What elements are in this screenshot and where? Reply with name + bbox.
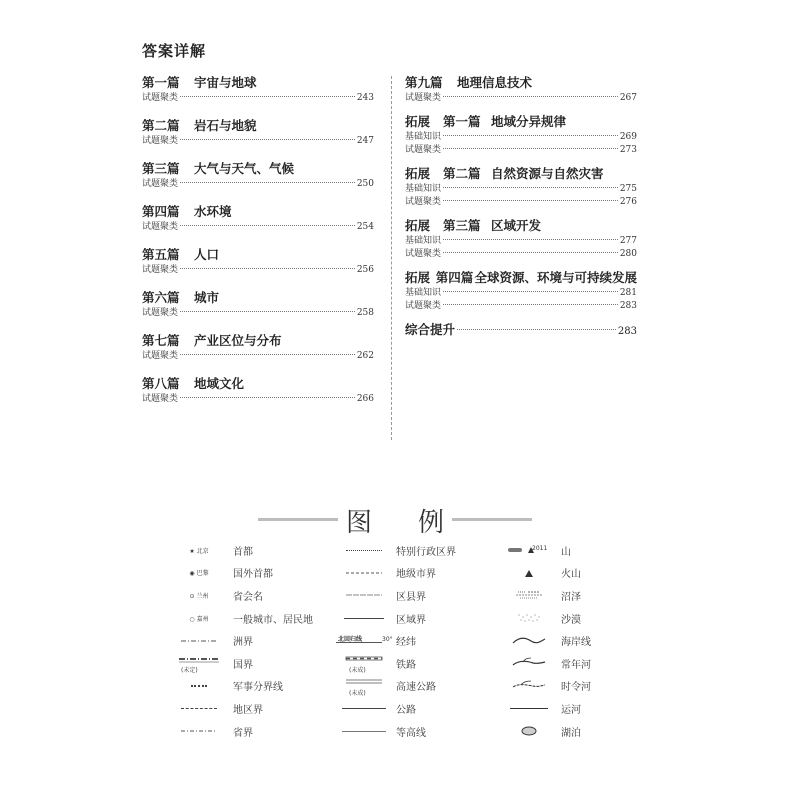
entry-page: 250 (356, 179, 374, 189)
leader-dots (443, 200, 618, 201)
toc-right-column (405, 74, 637, 341)
legend-label: 国界 (233, 659, 253, 671)
legend-label: 洲界 (233, 637, 253, 649)
legend-item (332, 629, 456, 652)
thin-dash-line-icon (332, 587, 396, 603)
contour-icon (332, 723, 396, 739)
section-part: 第二篇 (443, 166, 481, 181)
legend-label: 湖泊 (561, 727, 581, 739)
section-part: 第一篇 (142, 75, 180, 90)
legend-item (165, 675, 313, 698)
entry-label: 试题聚类 (405, 145, 442, 155)
toc-section (142, 246, 374, 277)
entry-label: 试题聚类 (142, 265, 179, 275)
legend-item (497, 675, 591, 698)
legend-item (332, 584, 456, 607)
legend-item (165, 562, 313, 585)
leader-dots (180, 225, 355, 226)
legend-item (332, 539, 456, 562)
entry-page: 266 (356, 394, 374, 404)
toc-entry[interactable] (405, 196, 637, 209)
railway-icon: (未成) (332, 655, 396, 671)
legend-label: 一般城市、居民地 (233, 614, 313, 626)
toc-section (405, 217, 637, 261)
star-icon: ★ 北京 (189, 547, 209, 555)
entry-label: 基础知识 (405, 132, 442, 142)
leader-dots (443, 304, 618, 305)
leader-dots (180, 139, 355, 140)
entry-page: 247 (356, 136, 374, 146)
section-name: 大气与天气、气候 (194, 161, 295, 176)
entry-page: 258 (356, 308, 374, 318)
toc-section (142, 117, 374, 148)
toc-entry[interactable] (142, 350, 374, 363)
section-part: 第六篇 (142, 290, 180, 305)
toc-entry[interactable] (142, 393, 374, 406)
section-name: 区域开发 (491, 218, 542, 233)
legend-label: 常年河 (561, 659, 591, 671)
toc-entry[interactable] (405, 144, 637, 157)
legend-item (497, 539, 591, 562)
dashed-line-icon (332, 565, 396, 581)
section-part: 第四篇 (435, 270, 474, 285)
entry-label: 试题聚类 (405, 93, 442, 103)
entry-label: 试题聚类 (142, 308, 179, 318)
toc-section (142, 74, 374, 105)
section-part: 第三篇 (142, 161, 180, 176)
toc-entry[interactable] (142, 307, 374, 320)
legend-label: 省会名 (233, 591, 263, 603)
section-prefix: 拓展 (405, 218, 431, 233)
toc-section (405, 269, 637, 313)
toc-entry[interactable] (405, 92, 637, 105)
legend-label: 省界 (233, 727, 253, 739)
legend-item (497, 652, 591, 675)
entry-label: 试题聚类 (142, 93, 179, 103)
toc-entry[interactable] (142, 264, 374, 277)
legend-label: 区县界 (396, 591, 426, 603)
toc-section (405, 113, 637, 157)
legend-item (165, 607, 313, 630)
entry-label: 试题聚类 (142, 351, 179, 361)
leader-dots (180, 397, 355, 398)
legend-label: 运河 (561, 704, 581, 716)
section-name: 地域文化 (194, 376, 245, 391)
legend-item (165, 652, 313, 675)
legend-item (332, 652, 456, 675)
legend-item (497, 584, 591, 607)
legend-label: 铁路 (396, 659, 416, 671)
legend-rule-left (258, 518, 338, 521)
toc-entry[interactable] (405, 248, 637, 261)
section-part: 第四篇 (142, 204, 180, 219)
legend-label: 特别行政区界 (396, 546, 456, 558)
page-title: 答案详解 (142, 42, 207, 60)
dotted-line-icon (332, 542, 396, 558)
entry-page: 281 (619, 288, 637, 298)
entry-page: 267 (619, 93, 637, 103)
column-divider (391, 76, 392, 440)
desert-icon (497, 610, 561, 626)
legend-column-1 (165, 539, 313, 742)
section-prefix: 拓展 (405, 166, 431, 181)
entry-label: 试题聚类 (142, 222, 179, 232)
toc-entry[interactable] (142, 178, 374, 191)
mountain-icon: 2011 (497, 542, 561, 558)
section-part: 第一篇 (443, 114, 481, 129)
section-name: 宇宙与地球 (194, 75, 257, 90)
legend-column-3 (497, 539, 591, 742)
dash-dot-line-icon (165, 723, 233, 739)
leader-dots (443, 96, 618, 97)
legend-column-2 (332, 539, 456, 742)
double-circle-icon: ◉ 巴黎 (189, 570, 209, 578)
leader-dots (443, 291, 618, 292)
leader-dots (180, 182, 355, 183)
legend-item (497, 607, 591, 630)
legend-item (165, 697, 313, 720)
lake-icon (497, 723, 561, 739)
legend-label: 沼泽 (561, 591, 581, 603)
legend-label: 国外首都 (233, 569, 273, 581)
leader-dots (180, 311, 355, 312)
entry-page: 277 (619, 236, 637, 246)
legend-rule-right (452, 518, 532, 521)
toc-section (405, 74, 637, 105)
leader-dots (443, 135, 618, 136)
dashed-line-icon (165, 700, 233, 716)
legend-item (165, 720, 313, 743)
dash-dot-line-icon (165, 633, 233, 649)
section-part: 第九篇 (405, 75, 443, 90)
legend-item (332, 720, 456, 743)
dotted-line-icon (165, 678, 233, 694)
section-name: 产业区位与分布 (194, 333, 282, 348)
section-name: 地理信息技术 (457, 75, 533, 90)
toc-section (142, 332, 374, 363)
legend-item (332, 697, 456, 720)
swamp-icon (497, 587, 561, 603)
toc-left-column (142, 74, 374, 418)
entry-label: 试题聚类 (142, 394, 179, 404)
toc-entry[interactable] (142, 221, 374, 234)
legend-item (165, 584, 313, 607)
legend-item (332, 675, 456, 698)
entry-label: 试题聚类 (142, 179, 179, 189)
section-prefix: 拓展 (405, 114, 431, 129)
legend-item (497, 697, 591, 720)
leader-dots (180, 268, 355, 269)
toc-final-entry[interactable] (405, 321, 637, 341)
legend-label: 海岸线 (561, 637, 591, 649)
legend-label: 区域界 (396, 614, 426, 626)
highway-icon: (未成) (349, 689, 366, 697)
section-name: 水环境 (194, 204, 232, 219)
toc-entry[interactable] (405, 131, 637, 144)
legend-label: 时令河 (561, 682, 591, 694)
leader-dots (180, 354, 355, 355)
border-line-icon: (未定) (181, 667, 198, 675)
toc-section (405, 165, 637, 209)
legend-label: 首都 (233, 546, 253, 558)
toc-entry[interactable] (405, 287, 637, 300)
entry-label: 试题聚类 (405, 301, 442, 311)
toc-entry[interactable] (142, 92, 374, 105)
legend-label: 沙漠 (561, 614, 581, 626)
entry-page: 262 (356, 351, 374, 361)
legend-item (497, 720, 591, 743)
entry-page: 243 (356, 93, 374, 103)
legend-label: 地区界 (233, 704, 263, 716)
graticule-icon: 北回归线 30° (338, 635, 393, 643)
entry-label: 基础知识 (405, 184, 442, 194)
entry-page: 269 (619, 132, 637, 142)
legend-item (497, 629, 591, 652)
entry-page: 283 (619, 301, 637, 311)
leader-dots (443, 239, 618, 240)
leader-dots (443, 252, 618, 253)
toc-entry[interactable] (142, 135, 374, 148)
entry-label: 基础知识 (405, 236, 442, 246)
toc-section (142, 160, 374, 191)
leader-dots (457, 329, 616, 330)
leader-dots (443, 148, 618, 149)
toc-entry[interactable] (405, 183, 637, 196)
leader-dots (443, 187, 618, 188)
entry-label: 试题聚类 (142, 136, 179, 146)
toc-entry[interactable] (405, 300, 637, 313)
section-part: 第八篇 (142, 376, 180, 391)
legend-header (0, 500, 800, 536)
section-name: 全球资源、环境与可持续发展 (474, 270, 637, 285)
section-name: 人口 (194, 247, 220, 262)
legend-item (165, 539, 313, 562)
legend-label: 等高线 (396, 727, 426, 739)
legend-item (332, 562, 456, 585)
entry-page: 256 (356, 265, 374, 275)
toc-section (142, 289, 374, 320)
section-part: 第七篇 (142, 333, 180, 348)
river-icon (497, 655, 561, 671)
ring-dot-icon: ⊙ 兰州 (189, 592, 209, 600)
solid-line-icon (332, 610, 396, 626)
section-name: 自然资源与自然灾害 (491, 166, 604, 181)
entry-label: 试题聚类 (405, 249, 442, 259)
entry-page: 254 (356, 222, 374, 232)
legend-label: 军事分界线 (233, 682, 283, 694)
legend-label: 地级市界 (396, 569, 436, 581)
leader-dots (180, 96, 355, 97)
volcano-icon (497, 565, 561, 581)
toc-entry[interactable] (405, 235, 637, 248)
road-icon (332, 700, 396, 716)
legend-item (332, 607, 456, 630)
toc-section (142, 375, 374, 406)
entry-page: 275 (619, 184, 637, 194)
legend-title-2: 例 (418, 508, 445, 538)
final-name: 综合提升 (405, 322, 456, 337)
section-part: 第二篇 (142, 118, 180, 133)
section-prefix: 拓展 (405, 270, 431, 285)
legend-label: 经纬 (396, 637, 416, 649)
section-name: 城市 (194, 290, 220, 305)
section-name: 岩石与地貌 (194, 118, 257, 133)
legend-item (165, 629, 313, 652)
entry-page: 276 (619, 197, 637, 207)
legend-label: 公路 (396, 704, 416, 716)
section-part: 第三篇 (443, 218, 481, 233)
canal-icon (497, 700, 561, 716)
entry-page: 273 (619, 145, 637, 155)
toc-section (142, 203, 374, 234)
entry-label: 基础知识 (405, 288, 442, 298)
legend-title-1: 图 (346, 508, 373, 538)
coastline-icon (497, 633, 561, 649)
legend-label: 火山 (561, 569, 581, 581)
section-name: 地域分异规律 (491, 114, 567, 129)
legend-label: 高速公路 (396, 682, 436, 694)
entry-label: 试题聚类 (405, 197, 442, 207)
legend-item (497, 562, 591, 585)
final-page: 283 (617, 326, 637, 337)
section-part: 第五篇 (142, 247, 180, 262)
circle-icon: ○ 嘉州 (189, 615, 209, 623)
seasonal-river-icon (497, 678, 561, 694)
entry-page: 280 (619, 249, 637, 259)
legend-label: 山 (561, 546, 571, 558)
